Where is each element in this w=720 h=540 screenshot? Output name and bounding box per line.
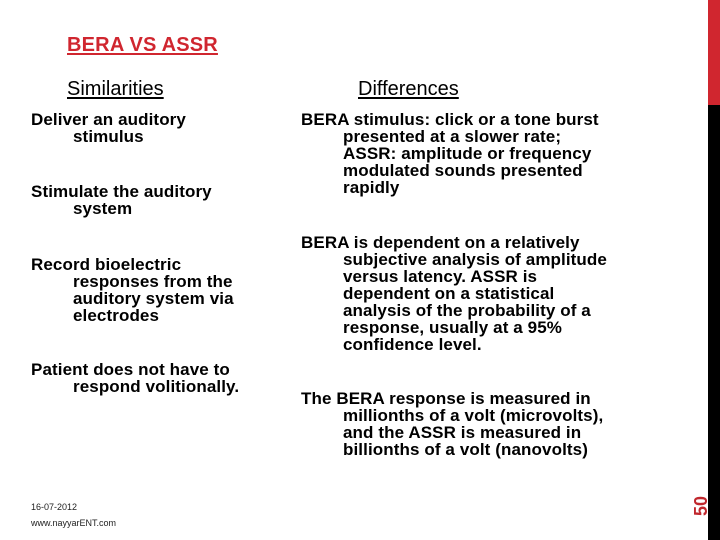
difference-item (301, 234, 607, 353)
difference-item (301, 111, 599, 196)
item-first-line: BERA is dependent on a relatively (301, 233, 580, 252)
footer-date: 16-07-2012 (31, 502, 78, 512)
similarities-heading: Similarities (67, 78, 164, 100)
slide-title: BERA VS ASSR (67, 34, 218, 56)
item-continued-line: analysis of the probability of a (343, 301, 591, 320)
similarity-item (31, 111, 186, 145)
item-first-line: Deliver an auditory (31, 110, 186, 129)
item-continued-line: stimulus (73, 127, 144, 146)
similarity-item (31, 256, 234, 324)
item-continued-line: ASSR: amplitude or frequency (343, 144, 592, 163)
item-first-line: The BERA response is measured in (301, 389, 591, 408)
item-continued-line: billionths of a volt (nanovolts) (343, 440, 588, 459)
item-first-line: Stimulate the auditory (31, 182, 212, 201)
item-first-line: BERA stimulus: click or a tone burst (301, 110, 599, 129)
item-continued-line: presented at a slower rate; (343, 127, 562, 146)
difference-item (301, 390, 603, 458)
item-continued-line: rapidly (343, 178, 400, 197)
item-continued-line: response, usually at a 95% (343, 318, 562, 337)
item-first-line: Record bioelectric (31, 255, 182, 274)
item-continued-line: versus latency. ASSR is (343, 267, 538, 286)
item-continued-line: respond volitionally. (73, 377, 240, 396)
item-first-line: Patient does not have to (31, 360, 230, 379)
item-continued-line: electrodes (73, 306, 160, 325)
item-continued-line: millionths of a volt (microvolts), (343, 406, 604, 425)
item-continued-line: responses from the (73, 272, 233, 291)
differences-heading: Differences (358, 78, 459, 100)
item-continued-line: system (73, 199, 133, 218)
similarity-item (31, 183, 212, 217)
page-number: 50 (691, 495, 711, 517)
similarity-item (31, 361, 239, 395)
item-continued-line: auditory system via (73, 289, 234, 308)
footer-url: www.nayyarENT.com (31, 518, 117, 528)
item-continued-line: and the ASSR is measured in (343, 423, 582, 442)
item-continued-line: subjective analysis of amplitude (343, 250, 607, 269)
item-continued-line: dependent on a statistical (343, 284, 555, 303)
side-bar-accent (708, 0, 720, 105)
item-continued-line: modulated sounds presented (343, 161, 583, 180)
item-continued-line: confidence level. (343, 335, 482, 354)
